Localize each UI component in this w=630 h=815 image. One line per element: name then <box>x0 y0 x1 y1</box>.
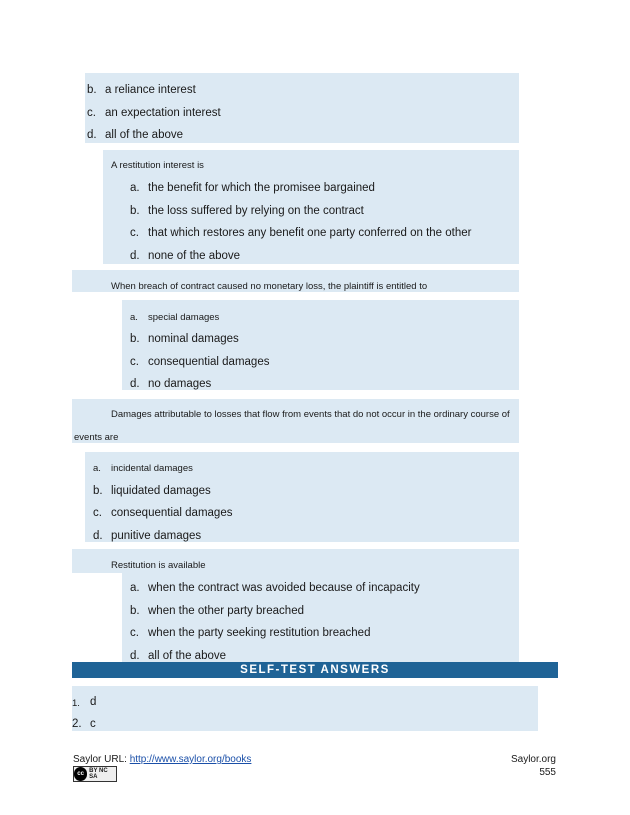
q5-stem: Restitution is available <box>111 560 206 571</box>
answers-box <box>72 686 538 731</box>
footer-saylor-url: Saylor URL: http://www.saylor.org/books <box>73 754 252 765</box>
footer-org: Saylor.org <box>510 754 556 765</box>
cc-icon: cc <box>74 767 87 781</box>
q3-stem: When breach of contract caused no monetary loss, the plaintiff is entitled to <box>111 281 428 292</box>
q4-stem-line2: events are <box>74 432 119 443</box>
page-number: 555 <box>539 767 556 778</box>
q4-stem-line1: Damages attributable to losses that flow from events that do not occur in the ordinary course of <box>111 409 510 420</box>
self-test-answers-heading: SELF-TEST ANSWERS <box>72 662 558 678</box>
saylor-books-link[interactable]: http://www.saylor.org/books <box>129 754 252 765</box>
q2-stem: A restitution interest is <box>111 160 204 171</box>
q4-stem-box <box>72 399 519 443</box>
cc-license-badge: cc BY NC SA <box>73 766 117 782</box>
